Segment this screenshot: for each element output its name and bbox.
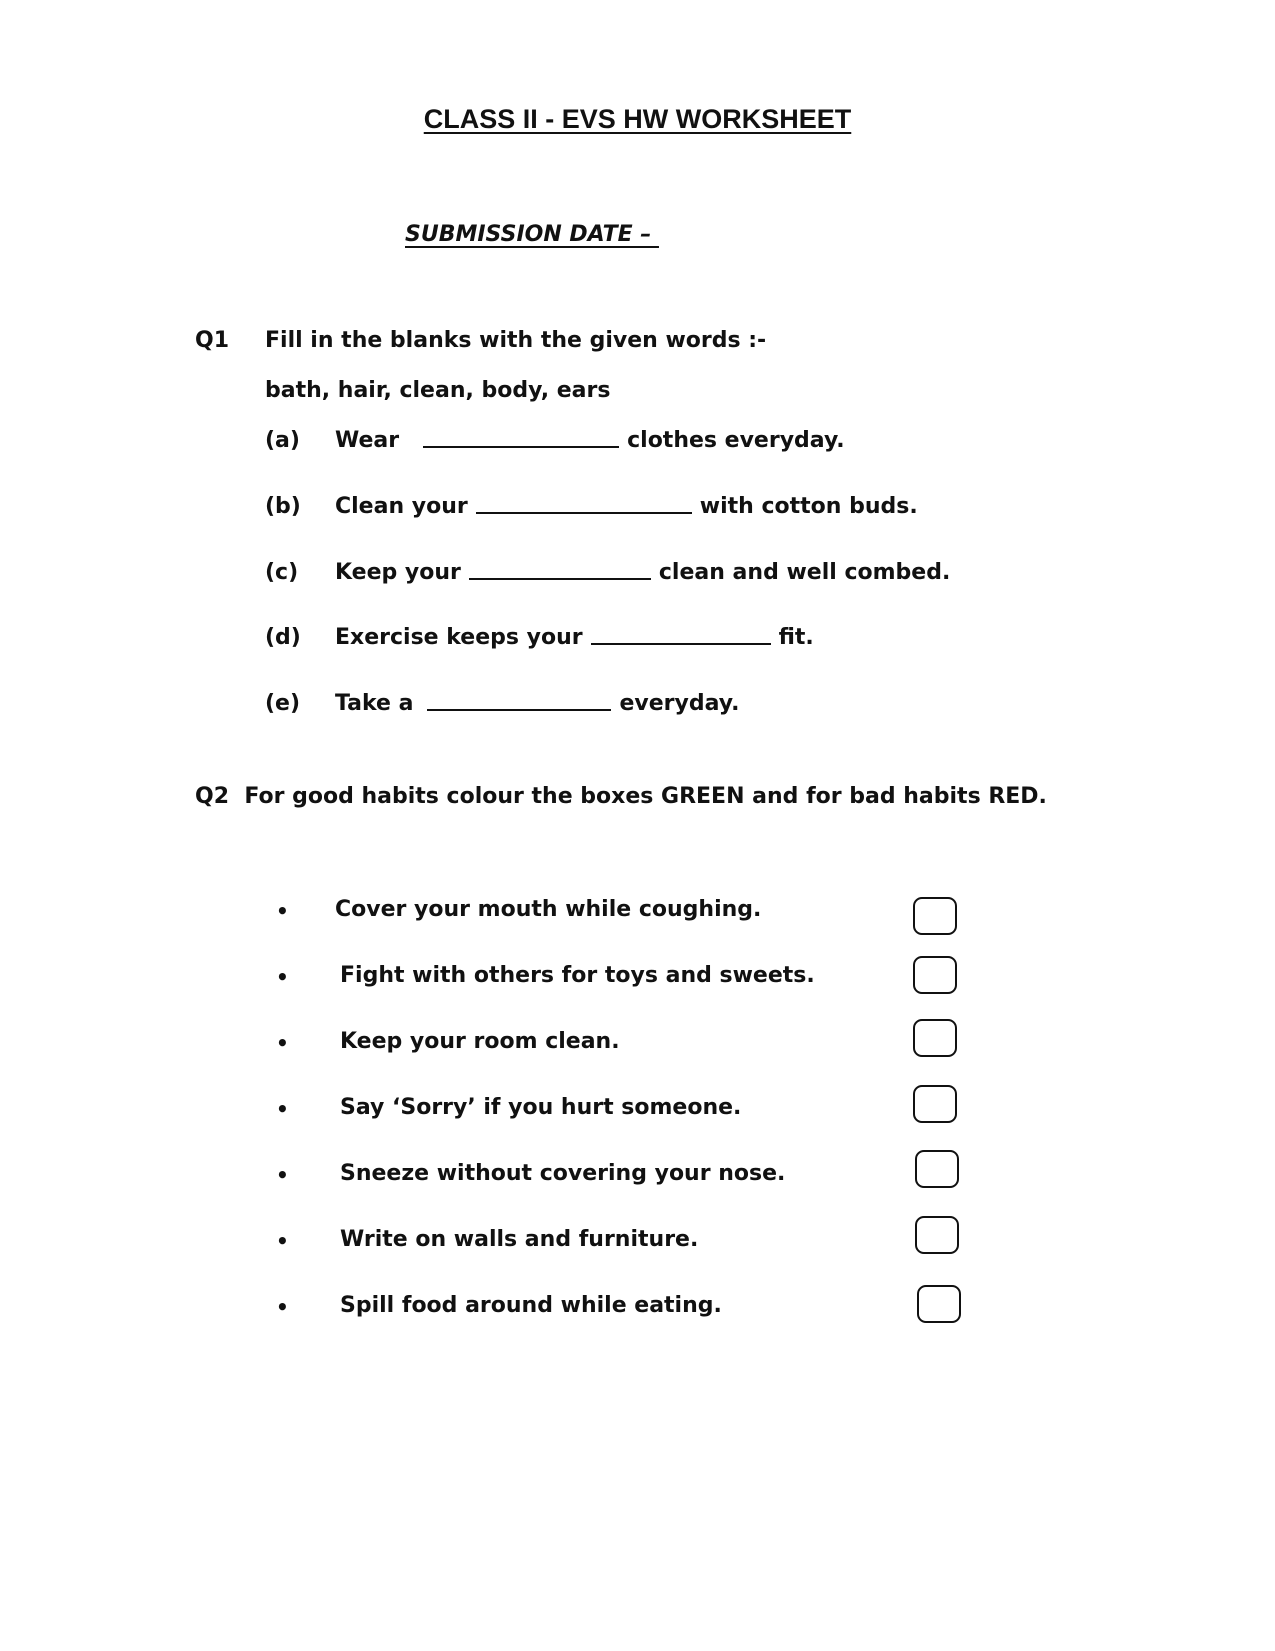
habit-colour-box[interactable] <box>913 1019 957 1057</box>
q1-item-label: (a) <box>265 428 300 453</box>
habit-colour-box[interactable] <box>917 1285 961 1323</box>
habit-item: Say ‘Sorry’ if you hurt someone. <box>340 1095 742 1120</box>
answer-blank[interactable] <box>423 446 619 448</box>
submission-date-blank[interactable] <box>659 222 839 247</box>
bullet-icon: • <box>276 1031 289 1055</box>
q2-instruction: For good habits colour the boxes GREEN and for bad habits RED. <box>244 784 1047 809</box>
answer-blank[interactable] <box>591 643 771 645</box>
habit-colour-box[interactable] <box>913 897 957 935</box>
q1-item-label: (e) <box>265 691 301 716</box>
q1-item-e <box>335 691 739 716</box>
q2-number: Q2 <box>195 784 230 809</box>
q1-item-a <box>335 428 845 453</box>
answer-blank[interactable] <box>427 709 611 711</box>
habit-colour-box[interactable] <box>915 1150 959 1188</box>
q1-item-text-after: fit. <box>778 625 814 650</box>
bullet-icon: • <box>276 1295 289 1319</box>
bullet-icon: • <box>276 965 289 989</box>
q1-item-label: (d) <box>265 625 301 650</box>
q2-instruction-block <box>195 780 1055 814</box>
q1-item-text-after: everyday. <box>619 691 740 716</box>
q1-item-text-after: with cotton buds. <box>699 494 918 519</box>
q1-number: Q1 <box>195 328 230 353</box>
bullet-icon: • <box>276 899 289 923</box>
submission-date-label: SUBMISSION DATE – <box>405 222 659 247</box>
habit-colour-box[interactable] <box>913 956 957 994</box>
q1-item-text-before: Keep your <box>335 560 461 585</box>
habit-item: Sneeze without covering your nose. <box>340 1161 786 1186</box>
q1-item-text-before: Wear <box>335 428 400 453</box>
answer-blank[interactable] <box>476 512 692 514</box>
q1-item-c <box>335 560 950 585</box>
habit-item: Keep your room clean. <box>340 1029 620 1054</box>
habit-item: Fight with others for toys and sweets. <box>340 963 815 988</box>
q1-instruction: Fill in the blanks with the given words :- <box>265 328 767 353</box>
q1-item-b <box>335 494 918 519</box>
answer-blank[interactable] <box>469 578 651 580</box>
habit-item: Write on walls and furniture. <box>340 1227 699 1252</box>
q1-item-text-after: clothes everyday. <box>627 428 845 453</box>
habit-colour-box[interactable] <box>915 1216 959 1254</box>
habit-item: Spill food around while eating. <box>340 1293 722 1318</box>
bullet-icon: • <box>276 1229 289 1253</box>
bullet-icon: • <box>276 1163 289 1187</box>
q1-item-label: (c) <box>265 560 299 585</box>
q1-item-label: (b) <box>265 494 301 519</box>
habit-item: Cover your mouth while coughing. <box>335 897 762 922</box>
q1-item-text-before: Clean your <box>335 494 468 519</box>
submission-date-line[interactable] <box>405 222 839 247</box>
q1-item-text-before: Exercise keeps your <box>335 625 583 650</box>
q1-item-text-after: clean and well combed. <box>658 560 951 585</box>
q1-word-bank: bath, hair, clean, body, ears <box>265 378 611 403</box>
bullet-icon: • <box>276 1097 289 1121</box>
page-title: CLASS II - EVS HW WORKSHEET <box>423 104 852 134</box>
q1-item-text-before: Take a <box>335 691 414 716</box>
q1-item-d <box>335 625 814 650</box>
habit-colour-box[interactable] <box>913 1085 957 1123</box>
